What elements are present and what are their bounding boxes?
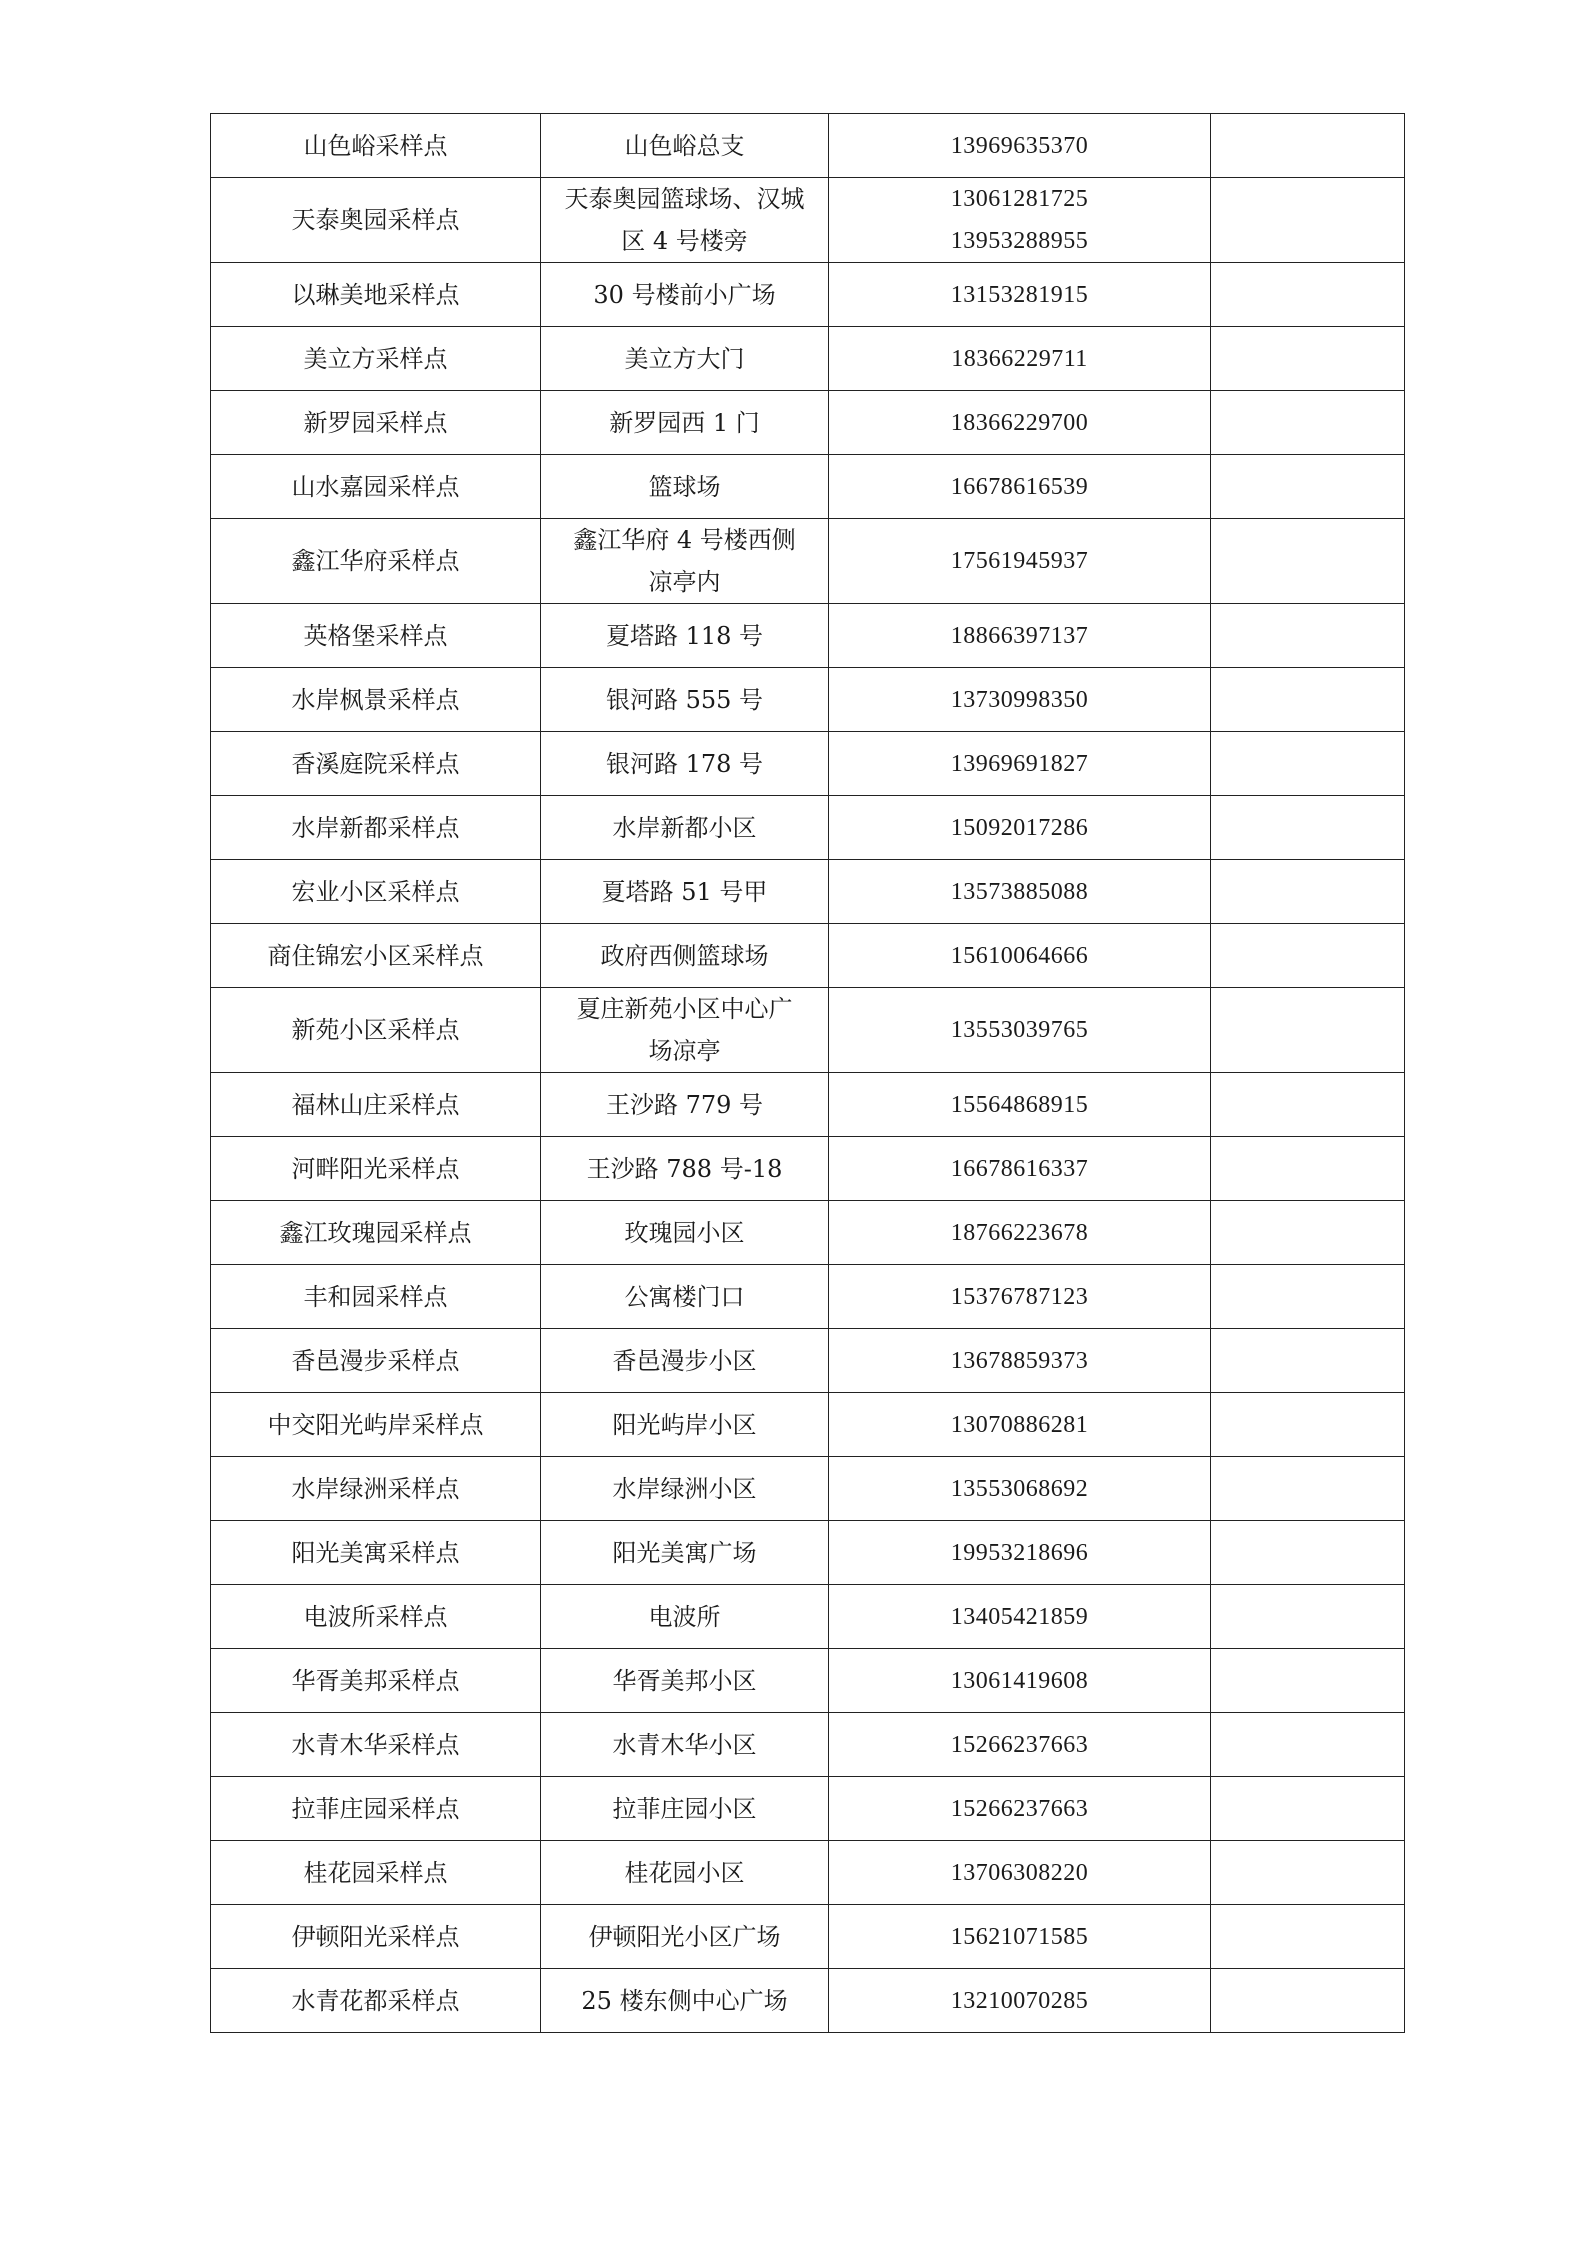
sampling-point-name: 阳光美寓采样点 — [211, 1521, 541, 1585]
contact-phone — [829, 796, 1211, 860]
phone-number: 15564868915 — [950, 1091, 1089, 1118]
sampling-point-name: 新罗园采样点 — [211, 391, 541, 455]
sampling-point-address — [541, 1585, 829, 1649]
sampling-point-name: 河畔阳光采样点 — [211, 1137, 541, 1201]
phone-number: 13553068692 — [950, 1475, 1089, 1502]
contact-phone — [829, 114, 1211, 178]
note-cell — [1211, 860, 1405, 924]
phone-number: 15266237663 — [950, 1795, 1089, 1822]
sampling-point-name: 福林山庄采样点 — [211, 1073, 541, 1137]
sampling-point-address — [541, 114, 829, 178]
contact-phone — [829, 1073, 1211, 1137]
phone-number: 19953218696 — [950, 1539, 1089, 1566]
note-cell — [1211, 178, 1405, 263]
phone-number: 13678859373 — [950, 1347, 1089, 1374]
note-cell — [1211, 604, 1405, 668]
sampling-point-address — [541, 327, 829, 391]
contact-phone — [829, 988, 1211, 1073]
sampling-point-name: 拉菲庄园采样点 — [211, 1777, 541, 1841]
sampling-point-name: 水岸绿洲采样点 — [211, 1457, 541, 1521]
phone-number: 13153281915 — [950, 281, 1089, 308]
sampling-point-name: 伊顿阳光采样点 — [211, 1905, 541, 1969]
contact-phone — [829, 263, 1211, 327]
sampling-point-name: 鑫江华府采样点 — [211, 519, 541, 604]
sampling-point-name: 商住锦宏小区采样点 — [211, 924, 541, 988]
note-cell — [1211, 455, 1405, 519]
address-line: 阳光屿岸小区 — [612, 1410, 757, 1439]
table-row — [211, 732, 1405, 796]
sampling-point-address — [541, 604, 829, 668]
sampling-point-name: 水岸枫景采样点 — [211, 668, 541, 732]
contact-phone — [829, 1905, 1211, 1969]
note-cell — [1211, 114, 1405, 178]
phone-number: 18366229711 — [951, 345, 1088, 372]
contact-phone — [829, 178, 1211, 263]
address-line: 政府西侧篮球场 — [600, 941, 769, 970]
address-line: 鑫江华府 4 号楼西侧 — [573, 526, 796, 554]
address-line: 桂花园小区 — [624, 1858, 745, 1887]
sampling-points-table — [210, 113, 1405, 2033]
address-line: 王沙路 779 号 — [605, 1090, 764, 1119]
address-line: 公寓楼门口 — [624, 1282, 745, 1311]
table-row — [211, 796, 1405, 860]
sampling-point-address — [541, 1393, 829, 1457]
table-row — [211, 1073, 1405, 1137]
sampling-point-name: 新苑小区采样点 — [211, 988, 541, 1073]
table-row — [211, 1521, 1405, 1585]
phone-number: 15266237663 — [950, 1731, 1089, 1758]
contact-phone — [829, 1969, 1211, 2033]
contact-phone — [829, 604, 1211, 668]
address-line: 华胥美邦小区 — [612, 1666, 757, 1695]
note-cell — [1211, 1521, 1405, 1585]
phone-number: 18866397137 — [950, 622, 1089, 649]
sampling-point-address — [541, 796, 829, 860]
address-line: 伊顿阳光小区广场 — [588, 1922, 781, 1951]
contact-phone — [829, 1201, 1211, 1265]
sampling-point-name: 英格堡采样点 — [211, 604, 541, 668]
contact-phone — [829, 1137, 1211, 1201]
note-cell — [1211, 1841, 1405, 1905]
contact-phone — [829, 1521, 1211, 1585]
address-line: 阳光美寓广场 — [612, 1538, 757, 1567]
contact-phone — [829, 1329, 1211, 1393]
sampling-point-name: 电波所采样点 — [211, 1585, 541, 1649]
address-line: 25 楼东侧中心广场 — [581, 1986, 788, 2015]
sampling-point-address — [541, 924, 829, 988]
table-row — [211, 1841, 1405, 1905]
contact-phone — [829, 668, 1211, 732]
phone-number: 18766223678 — [950, 1219, 1089, 1246]
sampling-point-address — [541, 1073, 829, 1137]
contact-phone — [829, 1265, 1211, 1329]
table-row — [211, 1585, 1405, 1649]
sampling-point-address — [541, 1841, 829, 1905]
sampling-point-address — [541, 988, 829, 1073]
sampling-point-address — [541, 1777, 829, 1841]
note-cell — [1211, 1713, 1405, 1777]
note-cell — [1211, 732, 1405, 796]
table-row — [211, 178, 1405, 263]
phone-number: 15610064666 — [950, 942, 1089, 969]
address-line: 新罗园西 1 门 — [609, 408, 760, 437]
table-body — [211, 114, 1405, 2033]
address-line: 玫瑰园小区 — [624, 1218, 745, 1247]
phone-number: 16678616337 — [950, 1155, 1089, 1182]
table-row — [211, 519, 1405, 604]
sampling-point-name: 天泰奥园采样点 — [211, 178, 541, 263]
sampling-point-address — [541, 668, 829, 732]
address-line: 王沙路 788 号-18 — [586, 1154, 783, 1183]
address-line: 水岸新都小区 — [612, 813, 757, 842]
sampling-point-name: 桂花园采样点 — [211, 1841, 541, 1905]
phone-number: 15621071585 — [950, 1923, 1089, 1950]
note-cell — [1211, 1265, 1405, 1329]
sampling-point-address — [541, 860, 829, 924]
sampling-point-name: 以琳美地采样点 — [211, 263, 541, 327]
sampling-point-address — [541, 519, 829, 604]
note-cell — [1211, 327, 1405, 391]
contact-phone — [829, 1457, 1211, 1521]
note-cell — [1211, 924, 1405, 988]
contact-phone — [829, 327, 1211, 391]
contact-phone — [829, 1649, 1211, 1713]
sampling-point-name: 香溪庭院采样点 — [211, 732, 541, 796]
table-row — [211, 455, 1405, 519]
sampling-point-address — [541, 455, 829, 519]
address-line: 凉亭内 — [648, 568, 721, 596]
phone-number: 13573885088 — [950, 878, 1089, 905]
sampling-point-address — [541, 1905, 829, 1969]
table-row — [211, 391, 1405, 455]
address-line: 区 4 号楼旁 — [621, 227, 748, 255]
table-row — [211, 988, 1405, 1073]
note-cell — [1211, 1649, 1405, 1713]
sampling-point-address — [541, 732, 829, 796]
note-cell — [1211, 391, 1405, 455]
phone-number: 13061419608 — [950, 1667, 1089, 1694]
note-cell — [1211, 668, 1405, 732]
sampling-point-address — [541, 263, 829, 327]
table-row — [211, 1329, 1405, 1393]
note-cell — [1211, 1201, 1405, 1265]
phone-number: 15092017286 — [950, 814, 1089, 841]
phone-number: 13210070285 — [950, 1987, 1089, 2014]
address-line: 拉菲庄园小区 — [612, 1794, 757, 1823]
address-line: 场凉亭 — [648, 1037, 721, 1065]
address-line: 银河路 178 号 — [605, 749, 764, 778]
sampling-point-address — [541, 391, 829, 455]
sampling-point-name: 水青花都采样点 — [211, 1969, 541, 2033]
phone-number: 15376787123 — [950, 1283, 1089, 1310]
sampling-point-name: 鑫江玫瑰园采样点 — [211, 1201, 541, 1265]
sampling-point-address — [541, 1457, 829, 1521]
contact-phone — [829, 391, 1211, 455]
address-line: 水青木华小区 — [612, 1730, 757, 1759]
note-cell — [1211, 1969, 1405, 2033]
sampling-point-name: 宏业小区采样点 — [211, 860, 541, 924]
phone-number: 13405421859 — [950, 1603, 1089, 1630]
phone-number: 17561945937 — [950, 548, 1089, 574]
address-line: 天泰奥园篮球场、汉城 — [564, 185, 805, 213]
phone-number: 13553039765 — [950, 1017, 1089, 1043]
sampling-point-address — [541, 178, 829, 263]
sampling-point-name: 华胥美邦采样点 — [211, 1649, 541, 1713]
sampling-point-name: 水青木华采样点 — [211, 1713, 541, 1777]
table-row — [211, 1905, 1405, 1969]
contact-phone — [829, 860, 1211, 924]
note-cell — [1211, 1329, 1405, 1393]
contact-phone — [829, 1713, 1211, 1777]
table-row — [211, 263, 1405, 327]
sampling-point-address — [541, 1521, 829, 1585]
address-line: 篮球场 — [648, 472, 721, 501]
sampling-point-name: 山色峪采样点 — [211, 114, 541, 178]
sampling-point-address — [541, 1329, 829, 1393]
phone-number: 13706308220 — [950, 1859, 1089, 1886]
sampling-point-name: 水岸新都采样点 — [211, 796, 541, 860]
sampling-point-address — [541, 1265, 829, 1329]
note-cell — [1211, 1457, 1405, 1521]
note-cell — [1211, 1393, 1405, 1457]
table-row — [211, 1201, 1405, 1265]
note-cell — [1211, 263, 1405, 327]
address-line: 30 号楼前小广场 — [593, 280, 776, 309]
sampling-point-name: 山水嘉园采样点 — [211, 455, 541, 519]
table-row — [211, 327, 1405, 391]
phone-number: 18366229700 — [950, 409, 1089, 436]
contact-phone — [829, 732, 1211, 796]
sampling-point-name: 美立方采样点 — [211, 327, 541, 391]
contact-phone — [829, 924, 1211, 988]
contact-phone — [829, 455, 1211, 519]
address-line: 山色峪总支 — [624, 131, 745, 160]
table-row — [211, 1713, 1405, 1777]
note-cell — [1211, 1137, 1405, 1201]
note-cell — [1211, 1905, 1405, 1969]
address-line: 电波所 — [648, 1602, 721, 1631]
phone-number: 13730998350 — [950, 686, 1089, 713]
sampling-point-address — [541, 1201, 829, 1265]
address-line: 银河路 555 号 — [605, 685, 764, 714]
contact-phone — [829, 519, 1211, 604]
table-row — [211, 1393, 1405, 1457]
note-cell — [1211, 1777, 1405, 1841]
address-line: 香邑漫步小区 — [612, 1346, 757, 1375]
sampling-point-name: 香邑漫步采样点 — [211, 1329, 541, 1393]
table-row — [211, 668, 1405, 732]
contact-phone — [829, 1585, 1211, 1649]
note-cell — [1211, 519, 1405, 604]
address-line: 夏庄新苑小区中心广 — [576, 995, 793, 1023]
contact-phone — [829, 1393, 1211, 1457]
table-row — [211, 1969, 1405, 2033]
address-line: 水岸绿洲小区 — [612, 1474, 757, 1503]
table-row — [211, 1265, 1405, 1329]
table-row — [211, 604, 1405, 668]
table-row — [211, 860, 1405, 924]
table-row — [211, 1457, 1405, 1521]
phone-number: 13953288955 — [950, 228, 1089, 254]
sampling-point-name: 丰和园采样点 — [211, 1265, 541, 1329]
sampling-point-address — [541, 1713, 829, 1777]
contact-phone — [829, 1841, 1211, 1905]
address-line: 美立方大门 — [624, 344, 745, 373]
sampling-point-address — [541, 1137, 829, 1201]
table-row — [211, 1777, 1405, 1841]
note-cell — [1211, 988, 1405, 1073]
sampling-point-address — [541, 1649, 829, 1713]
table-row — [211, 1137, 1405, 1201]
phone-number: 13969691827 — [950, 750, 1089, 777]
note-cell — [1211, 1585, 1405, 1649]
sampling-point-name: 中交阳光屿岸采样点 — [211, 1393, 541, 1457]
sampling-point-address — [541, 1969, 829, 2033]
phone-number: 16678616539 — [950, 473, 1089, 500]
note-cell — [1211, 1073, 1405, 1137]
note-cell — [1211, 796, 1405, 860]
table-row — [211, 1649, 1405, 1713]
address-line: 夏塔路 51 号甲 — [601, 877, 768, 906]
phone-number: 13969635370 — [950, 132, 1089, 159]
contact-phone — [829, 1777, 1211, 1841]
phone-number: 13061281725 — [950, 186, 1089, 212]
phone-number: 13070886281 — [950, 1411, 1089, 1438]
table-row — [211, 924, 1405, 988]
table-row — [211, 114, 1405, 178]
address-line: 夏塔路 118 号 — [605, 621, 764, 650]
